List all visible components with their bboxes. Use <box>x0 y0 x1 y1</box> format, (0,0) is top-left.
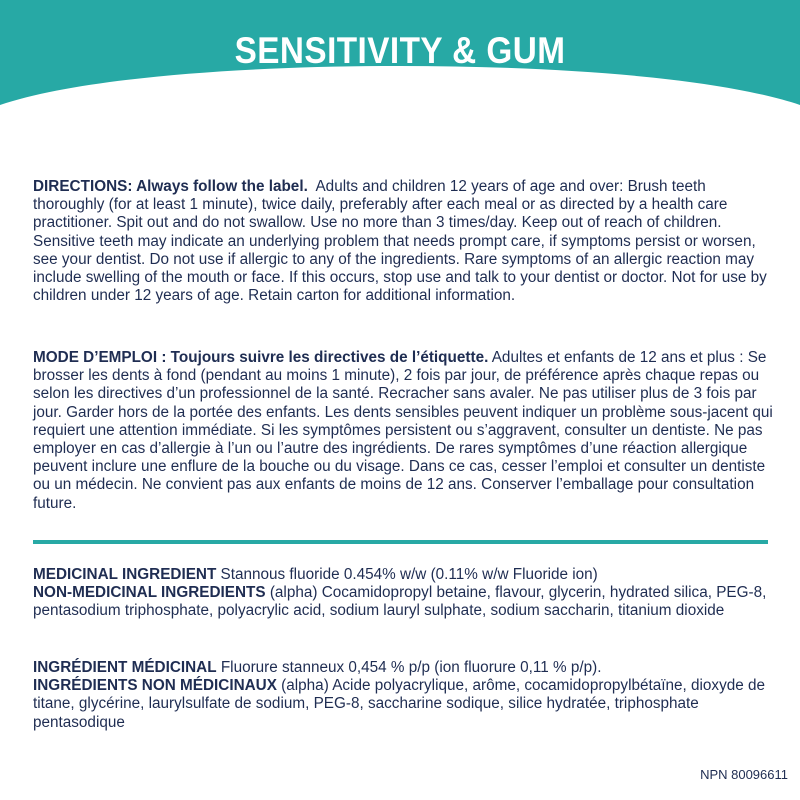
directions-heading-fr: MODE D’EMPLOI : Toujours suivre les directives de l’étiquette. <box>33 349 489 366</box>
directions-heading-en: DIRECTIONS: Always follow the label. <box>33 178 308 195</box>
npn-number: NPN 80096611 <box>700 767 788 782</box>
header-wave-shape <box>0 0 800 160</box>
ingredients-english <box>33 566 773 621</box>
ingredients-french <box>33 659 773 732</box>
medicinal-heading-en: MEDICINAL INGREDIENT <box>33 566 217 583</box>
directions-text-fr: Adultes et enfants de 12 ans et plus : Se brosser les dents à fond (pendant au moins 1 minute), 2 fois par jour, de préférence après chaque repas ou selon les directives d’un professionnel de la santé. Recracher sans avaler. Ne pas utiliser plus de 3 fois par jour. Garder hors de la portée des enfants. Les dents sensibles peuvent indiquer un problème sous-jacent qui requiert une attention immédiate. Si les symptômes persistent ou s’aggravent, consulter un dentiste. Ne pas employer en cas d’allergie à l’un ou l’autre des ingrédients. De rares symptômes d’une réaction allergique peuvent inclure une enflure de la bouche ou du visage. Dans ce cas, cesser l’emploi et consulter un dentiste ou un médecin. Ne convient pas aux enfants de moins de 12 ans. Conserver l’emballage pour consultation future. <box>33 349 773 512</box>
section-divider <box>33 540 768 544</box>
non-medicinal-text-fr: (alpha) Acide polyacrylique, arôme, cocamidopropylbétaïne, dioxyde de titane, glycérine, laurylsulfate de sodium, PEG-8, saccharine sodique, silice hydratée, triphosphate pentasodique <box>33 677 766 731</box>
directions-english <box>33 178 773 305</box>
header-banner <box>0 0 800 160</box>
non-medicinal-heading-fr: INGRÉDIENTS NON MÉDICINAUX <box>33 677 277 695</box>
directions-french <box>33 349 773 513</box>
directions-text-en: Adults and children 12 years of age and over: Brush teeth thoroughly (for at least 1 minute), twice daily, preferably after each meal or as directed by a health care practitioner. Spit out and do not swallow. Use no more than 3 times/day. Keep out of reach of children. Sensitive teeth may indicate an underlying problem that needs prompt care, if symptoms persist or worsen, see your dentist. Do not use if allergic to any of the ingredients. Rare symptoms of an allergic reaction may include swelling of the mouth or face. If this occurs, stop use and talk to your dentist or doctor. Not for use by children under 12 years of age. Retain carton for additional information. <box>33 178 767 305</box>
page-title: SENSITIVITY & GUM <box>234 30 566 71</box>
medicinal-text-fr: Fluorure stanneux 0,454 % p/p (ion fluorure 0,11 % p/p). <box>220 659 602 676</box>
non-medicinal-heading-en: NON-MEDICINAL INGREDIENTS <box>33 584 266 602</box>
medicinal-heading-fr: INGRÉDIENT MÉDICINAL <box>33 659 217 676</box>
medicinal-text-en: Stannous fluoride 0.454% w/w (0.11% w/w Fluoride ion) <box>220 566 598 583</box>
page-subtitle: SENSIBILITÉ & GENCIVES <box>258 86 542 114</box>
non-medicinal-text-en: (alpha) Cocamidopropyl betaine, flavour, glycerin, hydrated silica, PEG-8, pentasodium triphosphate, polyacrylic acid, sodium lauryl sulphate, sodium saccharin, titanium dioxide <box>33 584 767 620</box>
